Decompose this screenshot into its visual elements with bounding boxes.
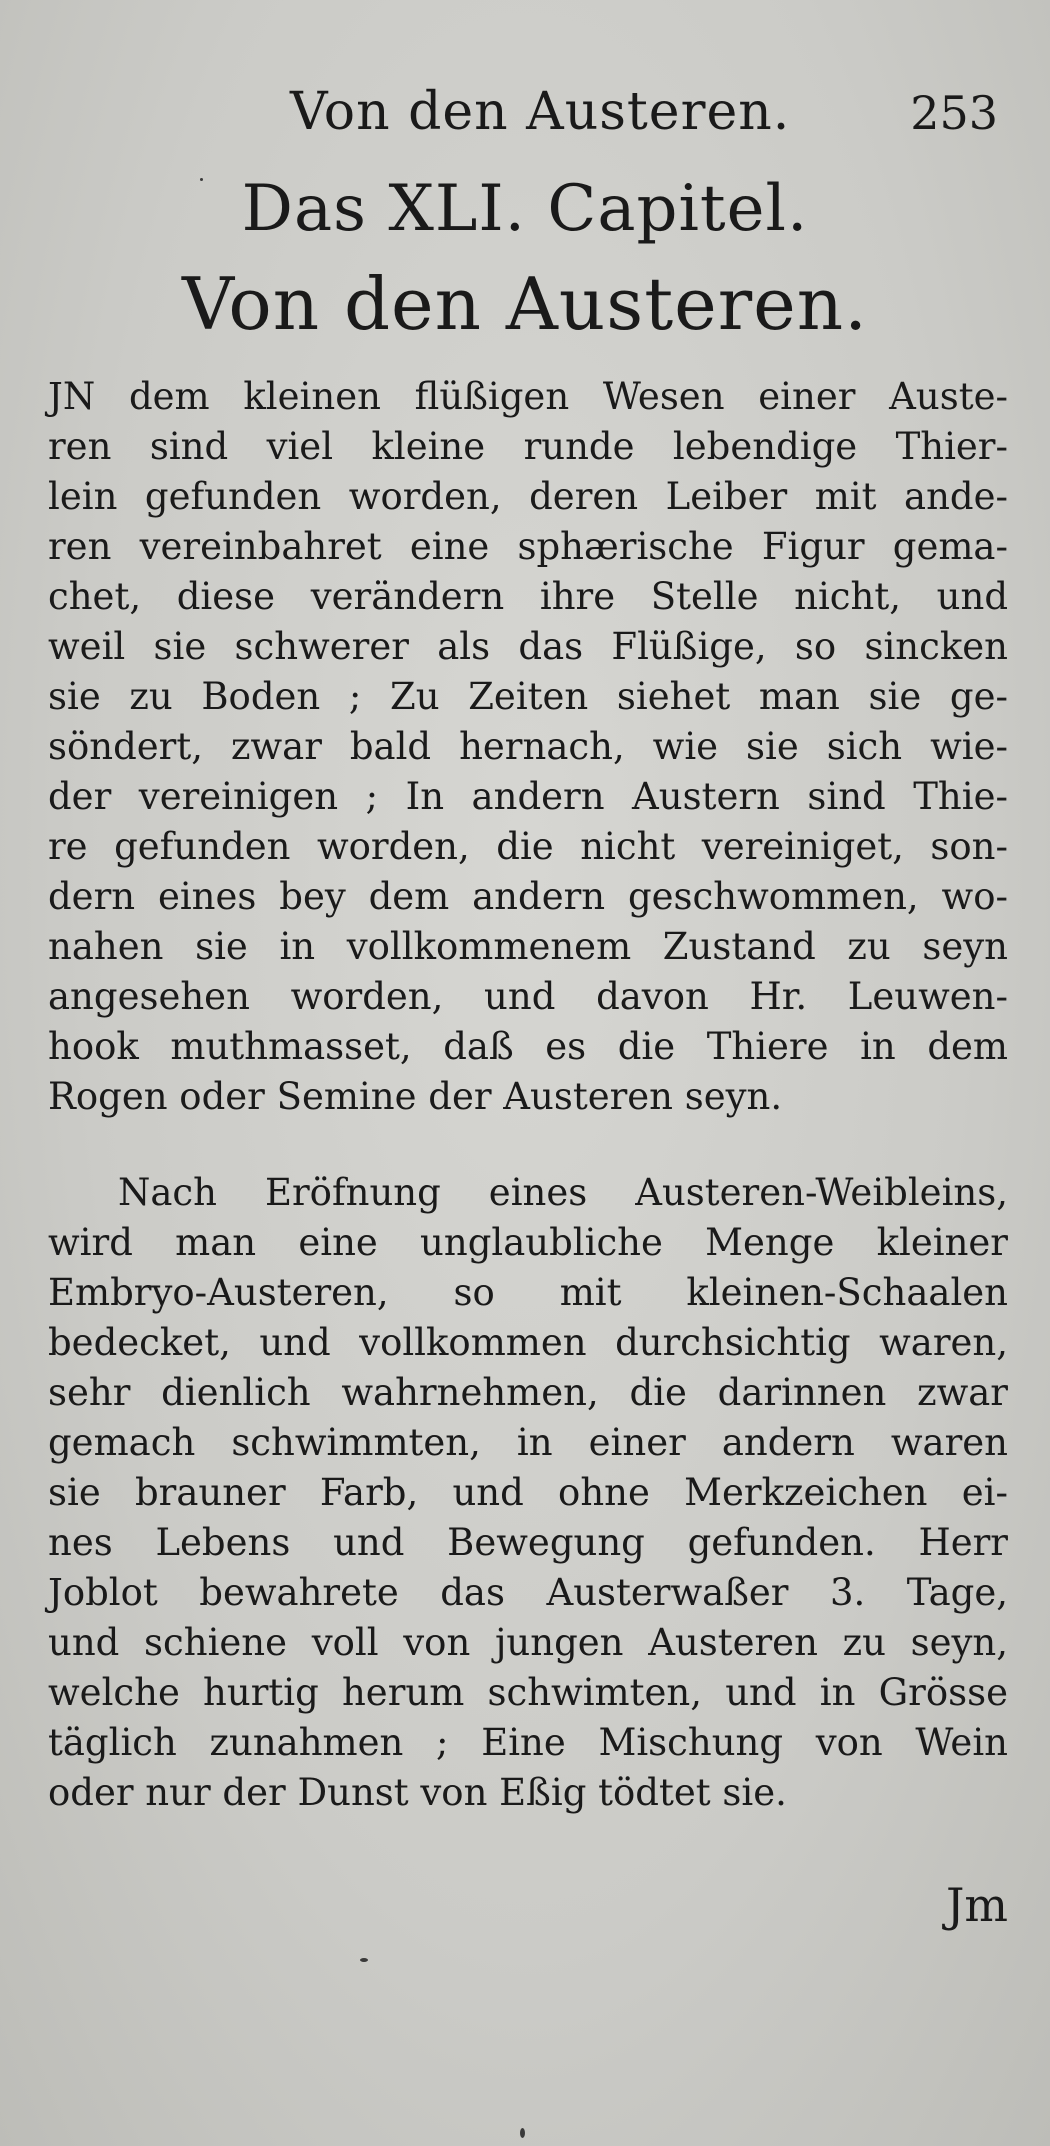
- text-line: ren vereinbahret eine sphærische Figur gema-: [48, 525, 1008, 568]
- text-line: dern eines bey dem andern geschwommen, wo-: [48, 875, 1008, 918]
- text-line: söndert, zwar bald hernach, wie sie sich wie-: [48, 725, 1008, 768]
- text-line: nes Lebens und Bewegung gefunden. Herr: [48, 1521, 1008, 1564]
- text-line: nahen sie in vollkommenem Zustand zu seyn: [48, 925, 1008, 968]
- text-line: sehr dienlich wahrnehmen, die darinnen zwar: [48, 1371, 1008, 1414]
- paper-speck: [200, 178, 203, 181]
- text-line: und schiene voll von jungen Austeren zu seyn,: [48, 1621, 1008, 1664]
- text-line: sie brauner Farb, und ohne Merkzeichen ei-: [48, 1471, 1008, 1514]
- text-line: Embryo-Austeren, so mit kleinen-Schaalen: [48, 1271, 1008, 1314]
- text-line: JN dem kleinen flüßigen Wesen einer Auste-: [48, 375, 1008, 418]
- paragraph-2: [48, 1168, 1008, 1818]
- paper-speck: [360, 1958, 368, 1962]
- text-line: Rogen oder Semine der Austeren seyn.: [48, 1075, 783, 1118]
- text-line: bedecket, und vollkommen durchsichtig waren,: [48, 1321, 1008, 1364]
- running-head: [0, 82, 1050, 152]
- text-line: täglich zunahmen ; Eine Mischung von Wein: [48, 1721, 1008, 1764]
- text-line: welche hurtig herum schwimten, und in Grösse: [48, 1671, 1008, 1714]
- catchword: Jm: [945, 1878, 1008, 1932]
- section-title: Von den Austeren.: [181, 262, 869, 346]
- running-title: Von den Austeren.: [290, 82, 791, 142]
- text-line: Nach Eröfnung eines Austeren-Weibleins,: [118, 1171, 1008, 1214]
- text-line: sie zu Boden ; Zu Zeiten siehet man sie ge-: [48, 675, 1008, 718]
- page-number: 253: [910, 86, 998, 140]
- text-line: re gefunden worden, die nicht vereiniget, son-: [48, 825, 1008, 868]
- text-line: Joblot bewahrete das Austerwaßer 3. Tage,: [48, 1571, 1008, 1614]
- chapter-title: Das XLI. Capitel.: [241, 172, 809, 246]
- text-line: hook muthmasset, daß es die Thiere in dem: [48, 1025, 1008, 1068]
- text-line: angesehen worden, und davon Hr. Leuwen-: [48, 975, 1008, 1018]
- text-line: gemach schwimmten, in einer andern waren: [48, 1421, 1008, 1464]
- text-line: chet, diese verändern ihre Stelle nicht, und: [48, 575, 1008, 618]
- paragraph-1: [48, 372, 1008, 1122]
- text-line: wird man eine unglaubliche Menge kleiner: [48, 1221, 1008, 1264]
- text-line: der vereinigen ; In andern Austern sind Thie-: [48, 775, 1008, 818]
- paper-speck: [520, 2128, 525, 2138]
- text-line: lein gefunden worden, deren Leiber mit ande-: [48, 475, 1008, 518]
- text-line: ren sind viel kleine runde lebendige Thier-: [48, 425, 1008, 468]
- text-line: oder nur der Dunst von Eßig tödtet sie.: [48, 1771, 787, 1814]
- text-line: weil sie schwerer als das Flüßige, so sincken: [48, 625, 1008, 668]
